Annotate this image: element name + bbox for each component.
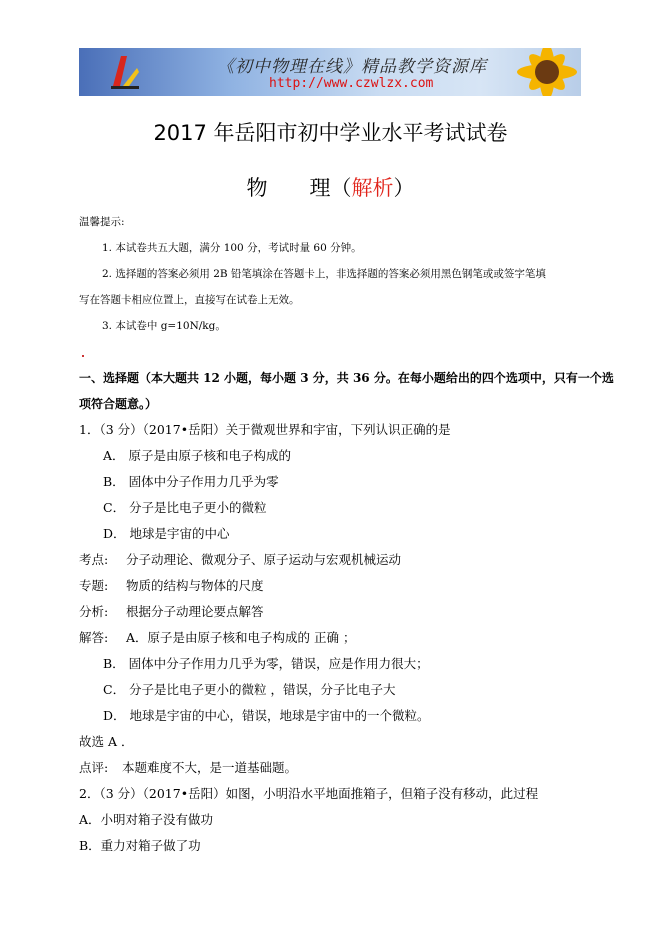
jieda-line: A．原子是由原子核和电子构成的 正确 ；: [126, 630, 356, 645]
fenxi-label: 分析:: [79, 604, 109, 619]
subject-title-red: 解析: [351, 176, 394, 200]
dianping-text: 本题难度不大，是一道基础题。: [122, 760, 298, 775]
banner-title: 《初中物理在线》精品教学资源库: [217, 57, 487, 77]
question-option: B． 固体中分子作用力几乎为零: [103, 474, 279, 489]
question-option: C． 分子是比电子更小的微粒: [103, 500, 267, 515]
jieda-line: B． 固体中分子作用力几乎为零，错误，应是作用力很大；: [103, 656, 429, 671]
sunflower-icon: [509, 48, 581, 96]
subject-title-end: ）: [393, 176, 415, 200]
marker-dot: [82, 355, 84, 357]
notice-item: 1. 本试卷共五大题，满分 100 分，考试时量 60 分钟。: [102, 242, 362, 254]
notice-item: 2. 选择题的答案必须用 2B 铅笔填涂在答题卡上，非选择题的答案必须用黑色钢笔或或签字笔填: [102, 268, 546, 280]
zhuanti-label: 专题:: [79, 578, 109, 593]
answer-text: 故选 A ．: [79, 734, 134, 749]
jieda-line: C． 分子是比电子更小的微粒 ，错误，分子比电子大: [103, 682, 396, 697]
dianping-label: 点评:: [79, 760, 109, 775]
exam-title: 2017 年岳阳市初中学业水平考试试卷: [153, 121, 508, 145]
notice-item: 写在答题卡相应位置上，直接写在试卷上无效。: [79, 294, 300, 306]
question-stem: 2．（3 分）（2017•岳阳）如图，小明沿水平地面推箱子，但箱子没有移动，此过程: [79, 786, 539, 801]
logo-icon: [107, 52, 141, 92]
question-option: A． 原子是由原子核和电子构成的: [103, 448, 292, 463]
subject-title: [0, 172, 661, 202]
jieda-line: D． 地球是宇宙的中心，错误，地球是宇宙中的一个微粒。: [103, 708, 430, 723]
header-banner: [79, 48, 581, 96]
question-stem: 1．（3 分）（2017•岳阳）关于微观世界和宇宙，下列认识正确的是: [79, 422, 451, 437]
subject-title-main: 物 理（: [246, 176, 352, 200]
section-heading: 一、选择题（本大题共 12 小题，每小题 3 分，共 36 分。在每小题给出的四个选项中，只有一个选: [79, 371, 614, 385]
banner-url[interactable]: http://www.czwlzx.com: [269, 76, 434, 91]
kaodian-text: 分子动理论、微观分子、原子运动与宏观机械运动: [126, 552, 402, 567]
jieda-label: 解答:: [79, 630, 109, 645]
notice-heading: 温馨提示:: [79, 216, 125, 228]
question-option: B．重力对箱子做了功: [79, 838, 201, 853]
section-heading-cont: 项符合题意。）: [79, 397, 158, 411]
question-option: A．小明对箱子没有做功: [79, 812, 214, 827]
fenxi-text: 根据分子动理论要点解答: [126, 604, 264, 619]
notice-item: 3. 本试卷中 g=10N/kg。: [102, 320, 226, 332]
zhuanti-text: 物质的结构与物体的尺度: [126, 578, 264, 593]
kaodian-label: 考点:: [79, 552, 109, 567]
question-option: D． 地球是宇宙的中心: [103, 526, 230, 541]
